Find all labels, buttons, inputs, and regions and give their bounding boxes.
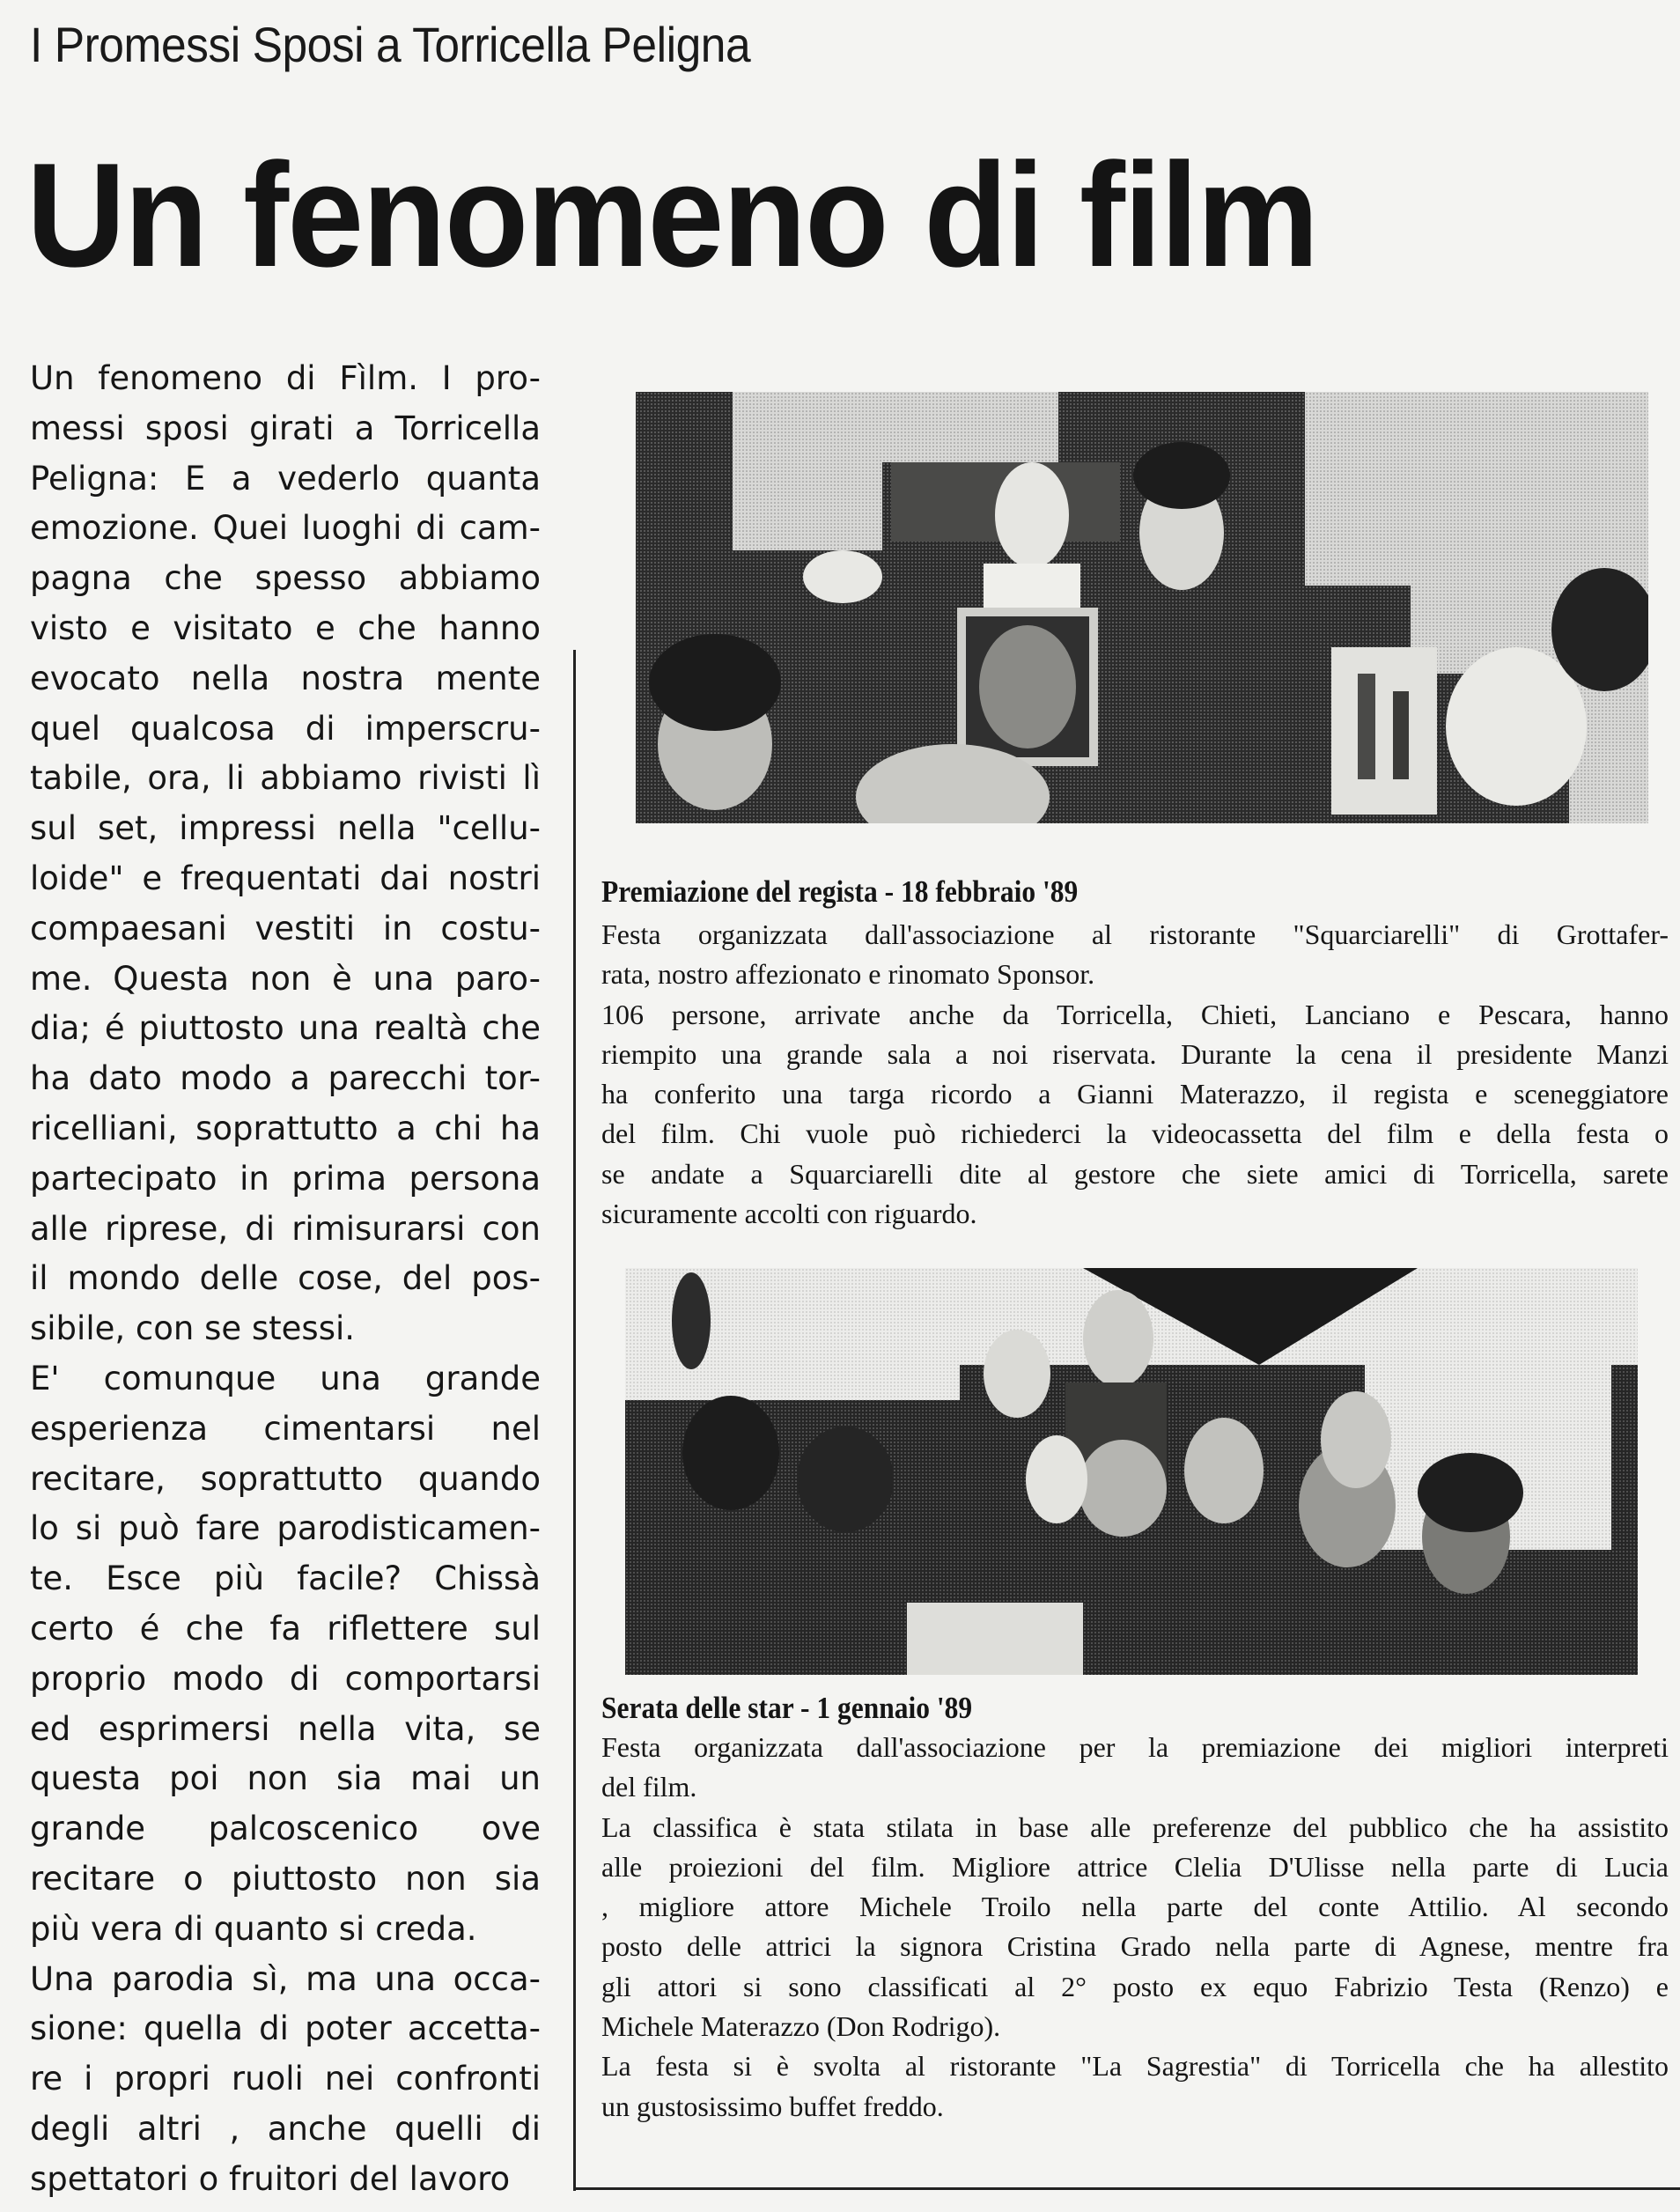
body-line: alle riprese, di rimisurarsi con (30, 1209, 541, 1248)
caption2-line: La classifica è stata stilata in base alle preferenze del pubblico che ha assistito (601, 1810, 1669, 1843)
body-line: ed esprimersi nella vita, se (30, 1709, 541, 1748)
body-line: ricelliani, soprattutto a chi ha (30, 1109, 541, 1147)
body-line: evocato nella nostra mente (30, 659, 541, 697)
photo-award-ceremony-image (636, 392, 1648, 823)
body-line: questa poi non sia mai un (30, 1759, 541, 1798)
body-line: loide" e frequentati dai nostri (30, 859, 541, 897)
caption1-line: 106 persone, arrivate anche da Torricella, Chieti, Lanciano e Pescara, hanno (601, 998, 1669, 1030)
body-line: sibile, con se stessi. (30, 1309, 356, 1348)
caption1-line: Festa organizzata dall'associazione al ristorante "Squarciarelli" di Grottafer- (601, 918, 1669, 950)
body-line: re i propri ruoli nei confronti (30, 2060, 541, 2098)
body-line: esperienza cimentarsi nel (30, 1409, 541, 1448)
article-headline: Un fenomeno di film (26, 132, 1318, 298)
photo-award-ceremony (636, 392, 1648, 823)
body-line: grande palcoscenico ove (30, 1810, 541, 1848)
body-line: partecipato in prima persona (30, 1159, 541, 1198)
body-line: compaesani vestiti in costu- (30, 909, 541, 947)
article-body (30, 354, 541, 2204)
body-line: lo si può fare parodisticamen- (30, 1509, 541, 1548)
caption2-line: alle proiezioni del film. Migliore attrice Clelia D'Ulisse nella parte di Lucia (601, 1850, 1669, 1883)
body-line: te. Esce più facile? Chissà (30, 1559, 541, 1598)
body-line: Un fenomeno di Fìlm. I pro- (30, 359, 541, 397)
body-line: visto e visitato e che hanno (30, 608, 541, 647)
body-line: sul set, impressi nella "cellu- (30, 809, 541, 848)
body-line: ha dato modo a parecchi tor- (30, 1059, 541, 1098)
body-line: E' comunque una grande (30, 1359, 541, 1397)
caption1-heading: Premiazione del regista - 18 febbraio '89 (601, 874, 1079, 909)
body-line: tabile, ora, li abbiamo rivisti lì (30, 759, 541, 798)
body-line: recitare o piuttosto non sia (30, 1859, 541, 1898)
caption2-heading: Serata delle star - 1 gennaio '89 (601, 1691, 973, 1725)
body-line: degli altri , anche quelli di (30, 2109, 541, 2148)
caption2-line: del film. (601, 1771, 697, 1803)
caption1-line: ha conferito una targa ricordo a Gianni Materazzo, il regista e sceneggiatore (601, 1078, 1669, 1110)
body-line: emozione. Quei luoghi di cam- (30, 509, 541, 548)
caption1-line: se andate a Squarciarelli dite al gestore che siete amici di Torricella, sarete (601, 1157, 1669, 1190)
caption2-line: La festa si è svolta al ristorante "La Sagrestia" di Torricella che ha allestito (601, 2050, 1669, 2083)
body-line: dia; é piuttosto una realtà che (30, 1009, 541, 1048)
body-line: proprio modo di comportarsi (30, 1659, 541, 1698)
body-line: me. Questa non è una paro- (30, 959, 541, 998)
caption2-line: , migliore attore Michele Troilo nella parte del conte Attilio. Al secondo (601, 1891, 1669, 1923)
photo-star-evening (625, 1268, 1638, 1675)
body-line: pagna che spesso abbiamo (30, 559, 541, 598)
caption1-line: riempito una grande sala a noi riservata. Durante la cena il presidente Manzi (601, 1037, 1669, 1070)
caption1-line: sicuramente accolti con riguardo. (601, 1198, 977, 1230)
caption2-line: Festa organizzata dall'associazione per la premiazione dei migliori interpreti (601, 1731, 1669, 1763)
caption2-line: un gustosissimo buffet freddo. (601, 2090, 944, 2122)
sidebar-box-border-bottom (573, 2187, 1680, 2190)
caption1-body (601, 915, 1669, 1234)
body-line: il mondo delle cose, del pos- (30, 1259, 541, 1298)
body-line: più vera di quanto si creda. (30, 1909, 477, 1948)
article-kicker: I Promessi Sposi a Torricella Peligna (30, 17, 751, 72)
caption1-line: rata, nostro affezionato e rinomato Sponsor. (601, 958, 1095, 991)
photo-star-evening-image (625, 1268, 1638, 1675)
caption1-line: del film. Chi vuole può richiederci la videocassetta del film e della festa o (601, 1117, 1669, 1150)
body-line: Peligna: E a vederlo quanta (30, 459, 541, 498)
caption2-line: posto delle attrici la signora Cristina Grado nella parte di Agnese, mentre fra (601, 1930, 1669, 1963)
body-line: certo é che fa riflettere sul (30, 1609, 541, 1648)
body-line: spettatori o fruitori del lavoro (30, 2159, 511, 2198)
sidebar-box-border-left (573, 650, 576, 2191)
body-line: messi sposi girati a Torricella (30, 409, 541, 447)
caption2-body (601, 1728, 1669, 2127)
body-line: Una parodia sì, ma una occa- (30, 1959, 541, 1998)
body-line: recitare, soprattutto quando (30, 1459, 541, 1498)
body-line: quel qualcosa di imperscru- (30, 709, 541, 748)
caption2-line: gli attori si sono classificati al 2° posto ex equo Fabrizio Testa (Renzo) e (601, 1970, 1669, 2002)
body-line: sione: quella di poter accetta- (30, 2009, 541, 2048)
caption2-line: Michele Materazzo (Don Rodrigo). (601, 2010, 1001, 2043)
